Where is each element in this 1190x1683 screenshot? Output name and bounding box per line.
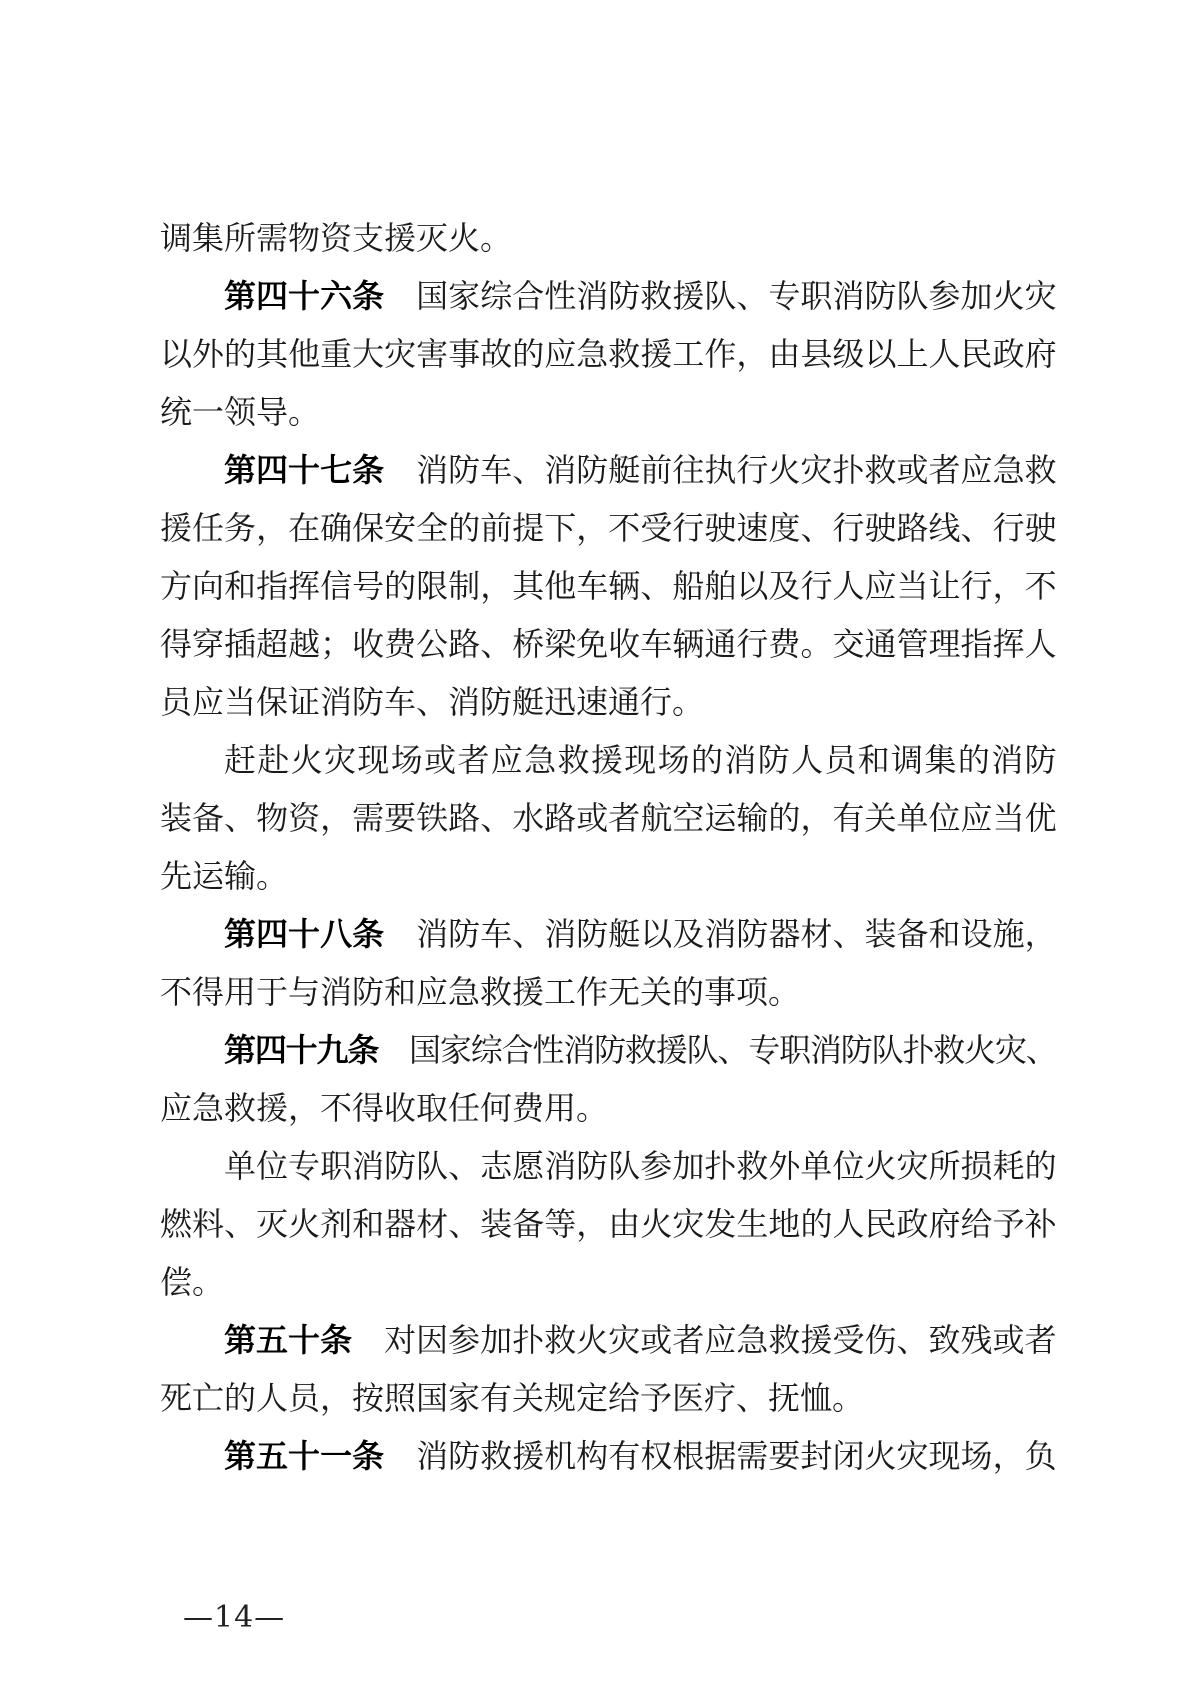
line-text: 消防车、消防艇前往执行火灾扑救或者应急救 [384,451,1056,489]
article-number: 第四十八条 [224,915,385,953]
text-line [160,1253,1056,1311]
article-number: 第五十条 [224,1321,353,1359]
line-text: 援任务，在确保安全的前提下，不受行驶速度、行驶路线、行驶 [160,509,1056,547]
article-number: 第四十七条 [224,451,385,489]
text-line [160,1311,1056,1369]
line-text: 以外的其他重大灾害事故的应急救援工作，由县级以上人民政府 [160,335,1056,373]
line-text: 先运输。 [160,857,289,895]
text-line [160,1137,1056,1195]
line-text: 员应当保证消防车、消防艇迅速通行。 [160,683,705,721]
line-text: 国家综合性消防救援队、专职消防队扑救火灾、 [378,1031,1056,1069]
text-line [160,789,1056,847]
text-line [160,1369,1056,1427]
text-line [160,673,1056,731]
line-text: 赶赴火灾现场或者应急救援现场的消防人员和调集的消防 [224,741,1056,779]
line-text: 偿。 [160,1263,225,1301]
line-text: 死亡的人员，按照国家有关规定给予医疗、抚恤。 [160,1379,865,1417]
text-line [160,1021,1056,1079]
text-line [160,963,1056,1021]
text-line [160,557,1056,615]
text-line [160,1427,1056,1485]
text-line [160,847,1056,905]
text-line [160,499,1056,557]
text-line [160,209,1056,267]
article-number: 第四十六条 [224,277,385,315]
line-text: 应急救援，不得收取任何费用。 [160,1089,609,1127]
text-line [160,1079,1056,1137]
line-text: 方向和指挥信号的限制，其他车辆、船舶以及行人应当让行，不 [160,567,1056,605]
text-line [160,383,1056,441]
line-text: 消防救援机构有权根据需要封闭火灾现场，负 [384,1437,1056,1475]
text-line [160,325,1056,383]
text-line [160,615,1056,673]
article-number: 第五十一条 [224,1437,385,1475]
line-text: 不得用于与消防和应急救援工作无关的事项。 [160,973,801,1011]
line-text: 得穿插超越；收费公路、桥梁免收车辆通行费。交通管理指挥人 [160,625,1056,663]
line-text: 燃料、灭火剂和器材、装备等，由火灾发生地的人民政府给予补 [160,1205,1056,1243]
line-text: 单位专职消防队、志愿消防队参加扑救外单位火灾所损耗的 [224,1147,1056,1185]
text-line [160,267,1056,325]
line-text: 统一领导。 [160,393,321,431]
document-page [160,209,1056,1485]
text-line [160,905,1056,963]
text-line [160,1195,1056,1253]
line-text: 对因参加扑救火灾或者应急救援受伤、致残或者 [352,1321,1056,1359]
text-line [160,441,1056,499]
page-number: —14— [183,1600,286,1635]
article-number: 第四十九条 [224,1031,379,1069]
line-text: 装备、物资，需要铁路、水路或者航空运输的，有关单位应当优 [160,799,1056,837]
text-line [160,731,1056,789]
line-text: 调集所需物资支援灭火。 [160,219,513,257]
line-text: 消防车、消防艇以及消防器材、装备和设施， [384,915,1056,953]
line-text: 国家综合性消防救援队、专职消防队参加火灾 [384,277,1056,315]
